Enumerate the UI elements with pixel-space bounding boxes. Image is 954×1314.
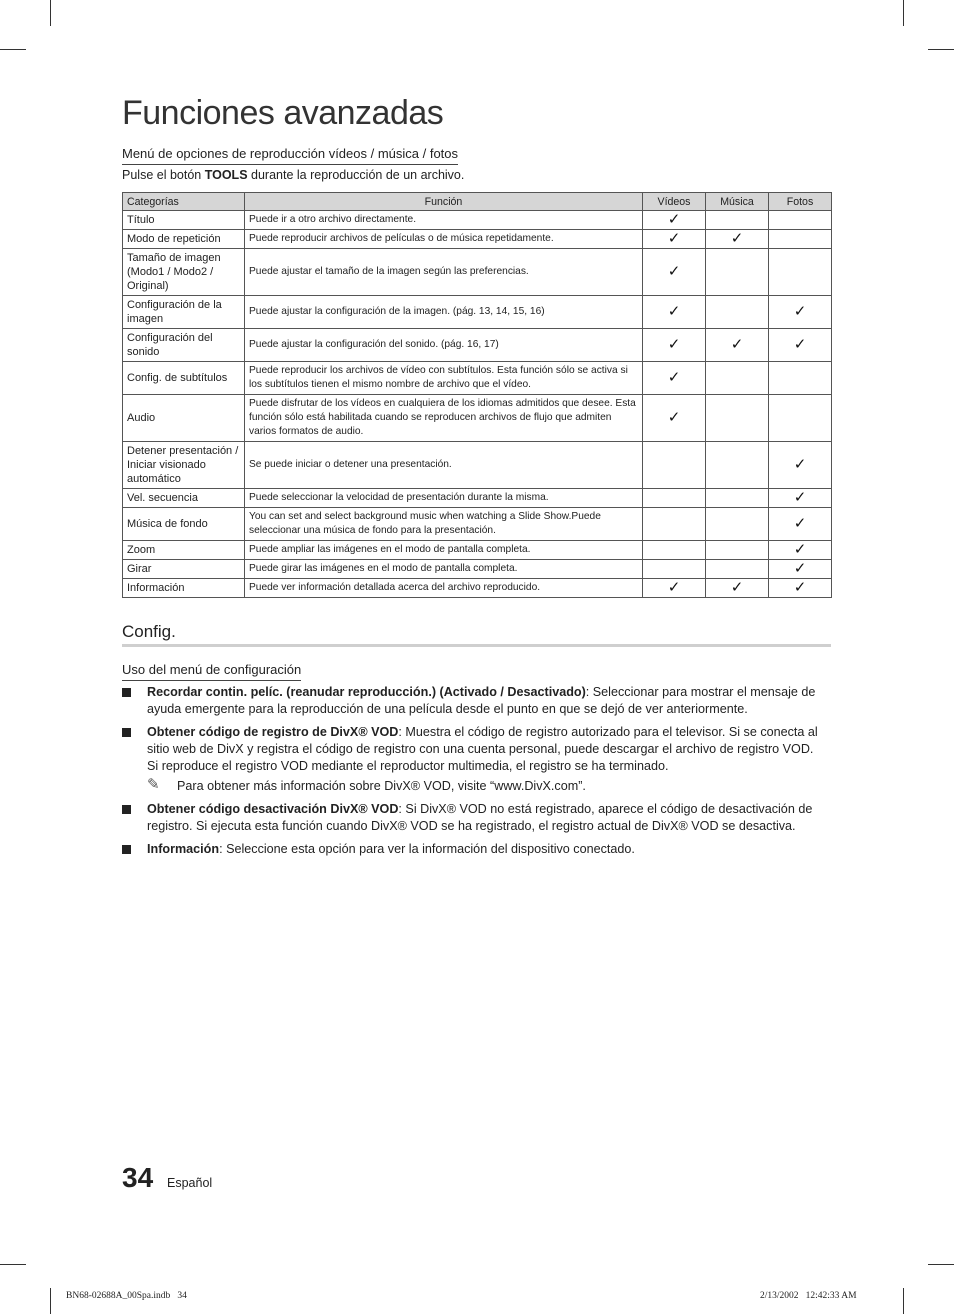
category-cell: Configuración de la imagen (123, 296, 245, 329)
table-row (123, 579, 832, 598)
musica-check-cell (706, 442, 769, 489)
list-item (122, 724, 822, 795)
bullet-term: Recordar contin. pelíc. (reanudar reproducción.) (Activado / Desactivado) (147, 685, 586, 699)
table-body (123, 211, 832, 598)
musica-check-cell: ✓ (706, 329, 769, 362)
fotos-check-cell (769, 230, 832, 249)
category-cell: Config. de subtítulos (123, 362, 245, 395)
square-bullet-icon (122, 805, 131, 814)
fotos-check-cell (769, 395, 832, 442)
musica-check-cell (706, 249, 769, 296)
musica-check-cell (706, 211, 769, 230)
tools-key: TOOLS (204, 168, 248, 182)
crop-mark (50, 0, 51, 26)
category-cell: Título (123, 211, 245, 230)
note (147, 778, 822, 795)
fotos-check-cell (769, 362, 832, 395)
videos-check-cell: ✓ (643, 329, 706, 362)
table-row (123, 508, 832, 541)
function-cell: Puede ajustar la configuración del sonido. (pág. 16, 17) (245, 329, 643, 362)
bullet-text: : Muestra el código de registro autorizado para el televisor. Si se conecta al sitio web de DivX y registra el código de registro con una cuenta personal, puede descargar el archivo de registro VOD. Si reproduce el registro VOD mediante el reproductor multimedia, el registro se ha terminado. (147, 725, 818, 773)
function-cell: Puede disfrutar de los vídeos en cualquiera de los idiomas admitidos que desee. Esta función sólo está habilitada cuando se reproducen archivos de flujo que admiten varios formatos de audio. (245, 395, 643, 442)
table-row (123, 329, 832, 362)
crop-mark (928, 1264, 954, 1265)
table-row (123, 560, 832, 579)
list-item (122, 801, 822, 835)
table-row (123, 362, 832, 395)
config-divider (122, 644, 831, 647)
videos-check-cell: ✓ (643, 362, 706, 395)
fotos-check-cell: ✓ (769, 296, 832, 329)
pencil-note-icon: ✎ (147, 776, 160, 793)
category-cell: Modo de repetición (123, 230, 245, 249)
fotos-check-cell: ✓ (769, 489, 832, 508)
videos-check-cell (643, 508, 706, 541)
function-cell: Puede ajustar el tamaño de la imagen según las preferencias. (245, 249, 643, 296)
function-cell: Se puede iniciar o detener una presentación. (245, 442, 643, 489)
crop-mark (903, 1288, 904, 1314)
intro-post: durante la reproducción de un archivo. (247, 168, 465, 182)
function-cell: Puede ver información detallada acerca del archivo reproducido. (245, 579, 643, 598)
table-row (123, 442, 832, 489)
table-row (123, 230, 832, 249)
crop-mark (0, 1264, 26, 1265)
intro-text (122, 168, 464, 182)
footer-file: BN68-02688A_00Spa.indb 34 (66, 1291, 187, 1301)
section-heading: Menú de opciones de reproducción vídeos / música / fotos (122, 146, 458, 165)
function-cell: Puede seleccionar la velocidad de presentación durante la misma. (245, 489, 643, 508)
header-fotos: Fotos (769, 193, 832, 211)
table-row (123, 489, 832, 508)
musica-check-cell: ✓ (706, 230, 769, 249)
header-videos: Vídeos (643, 193, 706, 211)
crop-mark (903, 0, 904, 26)
musica-check-cell (706, 362, 769, 395)
videos-check-cell: ✓ (643, 249, 706, 296)
fotos-check-cell: ✓ (769, 442, 832, 489)
footer-timestamp: 2/13/2002 12:42:33 AM (760, 1291, 857, 1301)
category-cell: Detener presentación / Iniciar visionado automático (123, 442, 245, 489)
fotos-check-cell (769, 211, 832, 230)
function-cell: Puede ajustar la configuración de la imagen. (pág. 13, 14, 15, 16) (245, 296, 643, 329)
videos-check-cell: ✓ (643, 230, 706, 249)
function-cell: You can set and select background music when watching a Slide Show.Puede seleccionar una música de fondo para la presentación. (245, 508, 643, 541)
square-bullet-icon (122, 845, 131, 854)
table-row (123, 296, 832, 329)
function-cell: Puede ampliar las imágenes en el modo de pantalla completa. (245, 541, 643, 560)
table-row (123, 541, 832, 560)
musica-check-cell: ✓ (706, 579, 769, 598)
bullet-term: Obtener código de registro de DivX® VOD (147, 725, 399, 739)
bullet-text: : Seleccione esta opción para ver la información del dispositivo conectado. (219, 842, 635, 856)
bullet-term: Obtener código desactivación DivX® VOD (147, 802, 399, 816)
fotos-check-cell: ✓ (769, 541, 832, 560)
fotos-check-cell: ✓ (769, 329, 832, 362)
function-cell: Puede girar las imágenes en el modo de pantalla completa. (245, 560, 643, 579)
page-language: Español (167, 1176, 213, 1190)
videos-check-cell: ✓ (643, 579, 706, 598)
config-subheading: Uso del menú de configuración (122, 662, 301, 681)
fotos-check-cell: ✓ (769, 579, 832, 598)
function-cell: Puede reproducir archivos de películas o de música repetidamente. (245, 230, 643, 249)
category-cell: Información (123, 579, 245, 598)
header-musica: Música (706, 193, 769, 211)
options-table (122, 192, 832, 598)
list-item (122, 684, 822, 718)
list-item (122, 841, 822, 858)
category-cell: Audio (123, 395, 245, 442)
intro-pre: Pulse el botón (122, 168, 205, 182)
category-cell: Vel. secuencia (123, 489, 245, 508)
musica-check-cell (706, 541, 769, 560)
category-cell: Configuración del sonido (123, 329, 245, 362)
videos-check-cell: ✓ (643, 296, 706, 329)
function-cell: Puede ir a otro archivo directamente. (245, 211, 643, 230)
table-row (123, 249, 832, 296)
videos-check-cell (643, 560, 706, 579)
page-number: 34 (122, 1162, 154, 1193)
musica-check-cell (706, 508, 769, 541)
config-bullets (122, 684, 822, 864)
crop-mark (928, 49, 954, 50)
videos-check-cell (643, 489, 706, 508)
config-title: Config. (122, 622, 176, 641)
page-title: Funciones avanzadas (122, 94, 444, 132)
bullet-text: : Si DivX® VOD no está registrado, aparece el código de desactivación de registro. Si ejecuta esta función cuando DivX® VOD se ha registrado, el registro actual de DivX® VOD se desactiva. (147, 802, 813, 833)
videos-check-cell: ✓ (643, 211, 706, 230)
bullet-term: Información (147, 842, 220, 856)
category-cell: Música de fondo (123, 508, 245, 541)
videos-check-cell: ✓ (643, 395, 706, 442)
table-header-row (123, 193, 832, 211)
musica-check-cell (706, 560, 769, 579)
square-bullet-icon (122, 688, 131, 697)
square-bullet-icon (122, 728, 131, 737)
fotos-check-cell: ✓ (769, 508, 832, 541)
table-row (123, 395, 832, 442)
category-cell: Girar (123, 560, 245, 579)
header-categorias: Categorías (123, 193, 245, 211)
header-funcion: Función (245, 193, 643, 211)
crop-mark (50, 1288, 51, 1314)
videos-check-cell (643, 541, 706, 560)
musica-check-cell (706, 489, 769, 508)
table-row (123, 211, 832, 230)
fotos-check-cell (769, 249, 832, 296)
function-cell: Puede reproducir los archivos de vídeo con subtítulos. Esta función sólo se activa si los subtítulos tienen el mismo nombre de archivo que el vídeo. (245, 362, 643, 395)
fotos-check-cell: ✓ (769, 560, 832, 579)
category-cell: Zoom (123, 541, 245, 560)
note-text: Para obtener más información sobre DivX® VOD, visite “www.DivX.com”. (177, 779, 586, 793)
category-cell: Tamaño de imagen (Modo1 / Modo2 / Original) (123, 249, 245, 296)
videos-check-cell (643, 442, 706, 489)
musica-check-cell (706, 395, 769, 442)
crop-mark (0, 49, 26, 50)
bullet-text: : Seleccionar para mostrar el mensaje de ayuda emergente para la reproducción de una película desde el punto en que se dejó de ver anteriormente. (147, 685, 816, 716)
musica-check-cell (706, 296, 769, 329)
